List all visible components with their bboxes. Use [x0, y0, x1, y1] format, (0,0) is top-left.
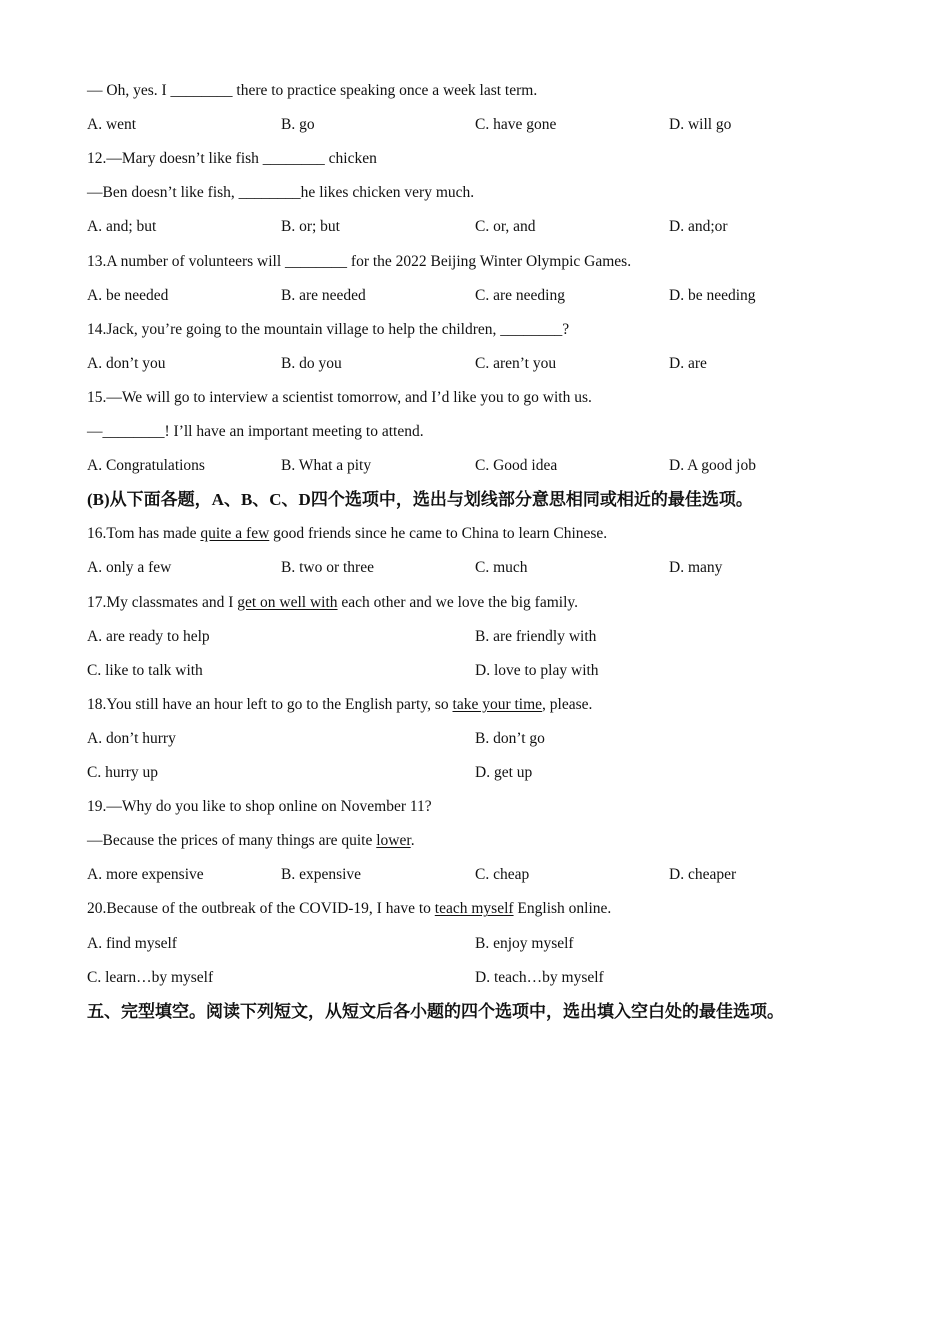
options-row	[87, 726, 910, 752]
answer-option: A. more expensive	[87, 866, 204, 884]
options-row	[87, 283, 910, 309]
section-heading: (B)从下面各题，A、B、C、D四个选项中，选出与划线部分意思相同或相近的最佳选项。	[87, 490, 753, 510]
options-row	[87, 965, 910, 991]
answer-option: D. get up	[475, 764, 533, 781]
answer-option: C. aren’t you	[475, 354, 557, 372]
question-text: .	[410, 832, 415, 850]
options-row	[87, 760, 910, 786]
answer-option: A. don’t you	[87, 354, 166, 372]
question-text: 20.Because of the outbreak of the COVID-19, I have to	[87, 900, 435, 918]
options-row	[87, 862, 910, 888]
question-line	[87, 692, 910, 718]
answer-option: B. or; but	[281, 218, 340, 236]
answer-option: B. do you	[281, 354, 342, 372]
answer-option: A. be needed	[87, 286, 169, 304]
options-row	[87, 624, 910, 650]
answer-option: C. have gone	[475, 116, 557, 134]
answer-option: A. went	[87, 116, 137, 134]
question-text: good friends since he came to China to learn Chinese.	[269, 525, 608, 543]
answer-option: C. Good idea	[475, 457, 558, 475]
options-row	[87, 658, 910, 684]
options-row	[87, 931, 910, 957]
answer-option: A. find myself	[87, 934, 177, 952]
question-text: 16.Tom has made	[87, 525, 201, 543]
question-text: —Because the prices of many things are quite	[87, 832, 377, 850]
options-row	[87, 112, 910, 138]
answer-option: B. are friendly with	[475, 627, 597, 645]
answer-option: D. many	[669, 559, 723, 577]
answer-option: B. two or three	[281, 559, 374, 577]
answer-option: B. don’t go	[475, 729, 545, 747]
question-line: 19.—Why do you like to shop online on November 11?	[87, 798, 432, 816]
answer-option: C. much	[475, 559, 528, 577]
answer-option: B. go	[281, 116, 315, 134]
answer-option: A. and; but	[87, 218, 157, 236]
question-line: 12.—Mary doesn’t like fish ________ chicken	[87, 150, 377, 168]
answer-option: D. cheaper	[669, 866, 737, 884]
answer-option: B. expensive	[281, 866, 362, 884]
options-row	[87, 214, 910, 240]
answer-option: C. or, and	[475, 218, 536, 236]
question-line: 13.A number of volunteers will ________ for the 2022 Beijing Winter Olympic Games.	[87, 252, 632, 270]
options-row	[87, 453, 910, 479]
question-text: 18.You still have an hour left to go to the English party, so	[87, 695, 453, 713]
answer-option: B. are needed	[281, 286, 366, 304]
answer-option: C. like to talk with	[87, 661, 203, 679]
options-row	[87, 351, 910, 377]
question-line: — Oh, yes. I ________ there to practice speaking once a week last term.	[87, 82, 538, 99]
question-text: 17.My classmates and I	[87, 593, 238, 611]
question-line: —Ben doesn’t like fish, ________he likes chicken very much.	[87, 184, 475, 202]
question-line	[87, 896, 910, 922]
answer-option: D. be needing	[669, 286, 756, 304]
answer-option: C. cheap	[475, 866, 530, 884]
answer-option: A. Congratulations	[87, 457, 205, 475]
question-line: 14.Jack, you’re going to the mountain village to help the children, ________?	[87, 320, 570, 338]
answer-option: C. are needing	[475, 286, 565, 304]
underlined-phrase: teach myself	[434, 900, 514, 918]
underlined-phrase: lower	[376, 832, 411, 850]
answer-option: D. are	[669, 354, 707, 372]
question-text: English online.	[513, 900, 612, 918]
answer-option: D. and;or	[669, 218, 728, 236]
question-line	[87, 521, 910, 547]
underlined-phrase: get on well with	[237, 593, 338, 611]
question-line: —________! I’ll have an important meeting to attend.	[87, 423, 424, 440]
answer-option: A. only a few	[87, 559, 172, 577]
question-text: , please.	[542, 695, 593, 713]
question-line: 15.—We will go to interview a scientist tomorrow, and I’d like you to go with us.	[87, 388, 592, 406]
answer-option: B. What a pity	[281, 457, 372, 475]
answer-option: C. hurry up	[87, 764, 159, 781]
question-line	[87, 828, 910, 854]
options-row	[87, 555, 910, 581]
answer-option: B. enjoy myself	[475, 934, 574, 952]
answer-option: D. love to play with	[475, 661, 599, 679]
answer-option: D. A good job	[669, 457, 756, 475]
underlined-phrase: take your time	[452, 695, 543, 713]
answer-option: D. teach…by myself	[475, 968, 604, 986]
section-heading: 五、完型填空。阅读下列短文，从短文后各小题的四个选项中，选出填入空白处的最佳选项。	[87, 1001, 784, 1021]
question-line	[87, 590, 910, 616]
answer-option: D. will go	[669, 116, 732, 134]
answer-option: A. are ready to help	[87, 627, 210, 645]
answer-option: C. learn…by myself	[87, 968, 214, 986]
question-text: each other and we love the big family.	[337, 593, 578, 611]
underlined-phrase: quite a few	[200, 525, 270, 543]
answer-option: A. don’t hurry	[87, 729, 176, 747]
